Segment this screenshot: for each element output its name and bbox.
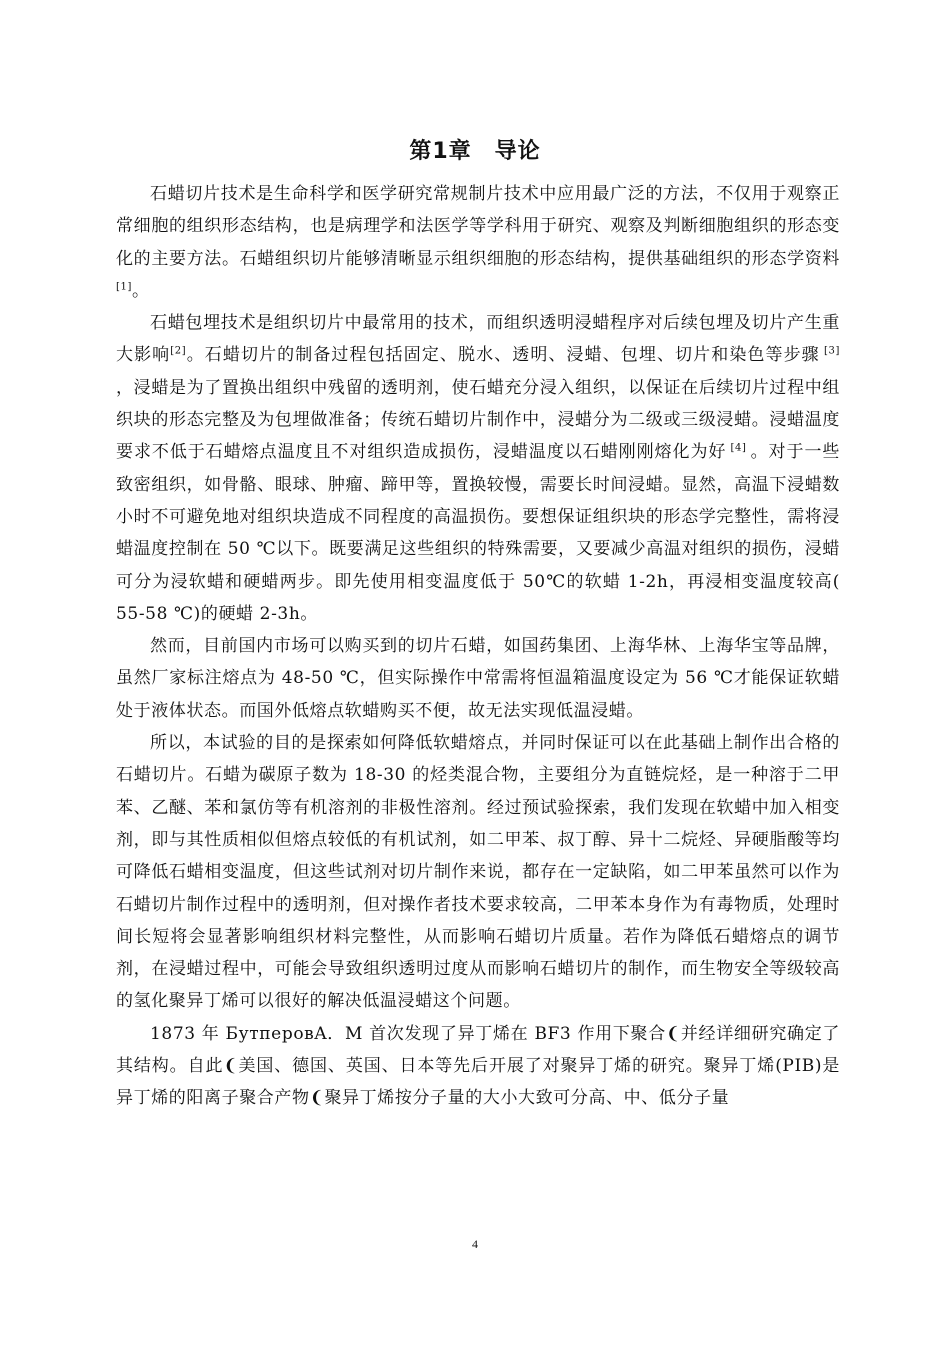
paragraph-text: 。对于一些致密组织，如骨骼、眼球、肿瘤、蹄甲等，置换较慢，需要长时间浸蜡。显然，高温下浸蜡数小时不可避免地对组织块造成不同程度的高温损伤。要想保证组织块的形态学完整性，需将浸蜡温度控制在 50 ℃以下。既要满足这些组织的特殊需要，又要减少高温对组织的损伤，浸蜡可分为浸软蜡和硬蜡两步。即先使用相变温度低于 50℃的软蜡 1-2h，再浸相变温度较高( 55-58 ℃)的硬蜡 2-3h。 (116, 442, 840, 624)
paragraph-text: 。石蜡切片的制备过程包括固定、脱水、透明、浸蜡、包埋、切片和染色等步骤 (186, 345, 820, 366)
paragraph (116, 727, 840, 1018)
paragraph (116, 178, 840, 307)
page-number: 4 (472, 1237, 478, 1251)
paragraph-text: 。 (131, 280, 150, 301)
paragraph-text: 所以，本试验的目的是探索如何降低软蜡熔点，并同时保证可以在此基础上制作出合格的石蜡切片。石蜡为碳原子数为 18-30 的烃类混合物，主要组分为直链烷烃，是一种溶于二甲苯、乙醚、苯和氯仿等有机溶剂的非极性溶剂。经过预试验探索，我们发现在软蜡中加入相变剂，即与其性质相似但熔点较低的有机试剂，如二甲苯、叔丁醇、异十二烷烃、异硬脂酸等均可降低石蜡相变温度，但这些试剂对切片制作来说，都存在一定缺陷，如二甲苯虽然可以作为石蜡切片制作过程中的透明剂，但对操作者技术要求较高，二甲苯本身作为有毒物质，处理时间长短将会显著影响组织材料完整性，从而影响石蜡切片质量。若作为降低石蜡熔点的调节剂，在浸蜡过程中，可能会导致组织透明过度从而影响石蜡切片的制作，而生物安全等级较高的氢化聚异丁烯可以很好的解决低温浸蜡这个问题。 (116, 733, 840, 1012)
paragraph-text: 1873 年 БутперовA．M 首次发现了异丁烯在 BF3 作用下聚合❨并经详细研究确定了其结构。自此❨美国、德国、英国、日本等先后开展了对聚异丁烯的研究。聚异丁烯(PIB)是异丁烯的阳离子聚合产物❨聚异丁烯按分子量的大小大致可分高、中、低分子量 (116, 1023, 841, 1109)
chapter-title: 第1章 导论 (409, 139, 541, 164)
paragraph-text: 石蜡包埋技术是组织切片中最常用的技术，而组织透明浸蜡程序对后续包埋及切片产生重大影响 (116, 313, 840, 366)
paragraph-text: ，浸蜡是为了置换出组织中残留的透明剂，使石蜡充分浸入组织，以保证在后续切片过程中组织块的形态完整及为包埋做准备；传统石蜡切片制作中，浸蜡分为二级或三级浸蜡。浸蜡温度要求不低于石蜡熔点温度且不对组织造成损伤，浸蜡温度以石蜡刚刚熔化为好 (116, 377, 840, 463)
paragraph-text: 然而，目前国内市场可以购买到的切片石蜡，如国药集团、上海华林、上海华宝等品牌，虽然厂家标注熔点为 48-50 ℃，但实际操作中常需将恒温箱温度设定为 56 ℃才能保证软蜡处于液体状态。而国外低熔点软蜡购买不便，故无法实现低温浸蜡。 (116, 636, 840, 721)
citation-ref: [2] (170, 345, 187, 357)
paragraph-text: 石蜡切片技术是生命科学和医学研究常规制片技术中应用最广泛的方法，不仅用于观察正常细胞的组织形态结构，也是病理学和法医学等学科用于研究、观察及判断细胞组织的形态变化的主要方法。石蜡组织切片能够清晰显示组织细胞的形态结构，提供基础组织的形态学资料 (116, 184, 840, 269)
citation-ref: [1] (116, 281, 132, 293)
document-body (116, 178, 840, 1115)
paragraph (116, 1018, 840, 1115)
paragraph (116, 307, 840, 630)
paragraph (116, 630, 840, 727)
citation-ref: [4] (726, 442, 751, 454)
citation-ref: [3] (819, 345, 840, 357)
